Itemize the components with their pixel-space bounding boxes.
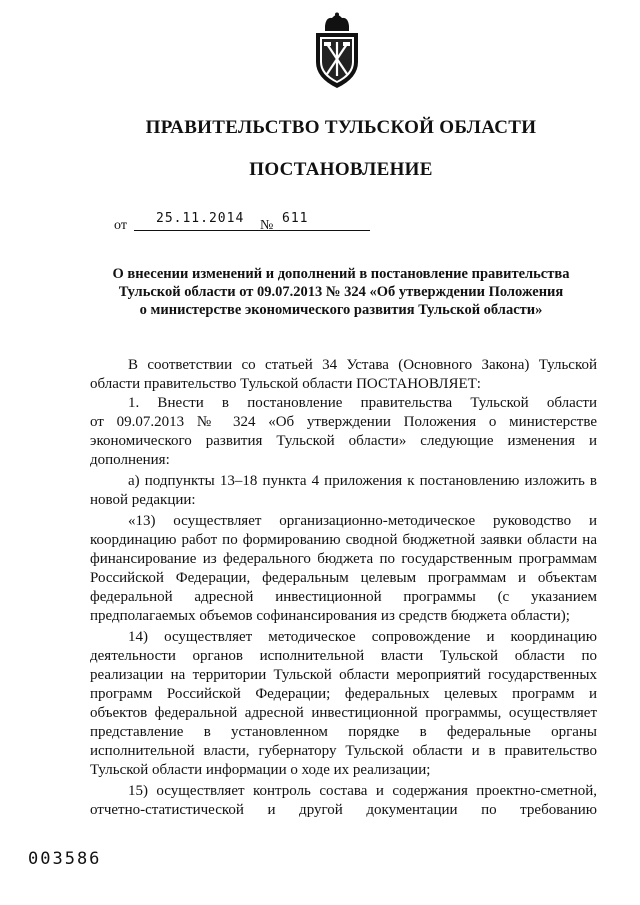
body-line: деятельности органов исполнительной власти Тульской области по	[90, 648, 597, 664]
date-number-line	[114, 206, 414, 232]
body-line: а) подпункты 13–18 пункта 4 приложения к постановлению изложить в	[128, 473, 597, 489]
subject-line: о министерстве экономического развития Тульской области»	[139, 302, 543, 318]
document-serial-stamp: 003586	[28, 849, 102, 869]
subject-line: Тульской области от 09.07.2013 № 324 «Об утверждении Положения	[118, 284, 564, 300]
body-line: объектов федеральной адресной инвестиционной программы, осуществляет	[90, 705, 597, 721]
body-line: координацию работ по формированию сводной бюджетной заявки области на	[90, 532, 597, 548]
body-line: 1. Внести в постановление правительства Тульской области	[128, 395, 597, 411]
body-line: «13) осуществляет организационно-методическое руководство и	[128, 513, 597, 529]
coat-of-arms-emblem	[308, 12, 366, 90]
decree-subject	[90, 265, 592, 319]
government-title: ПРАВИТЕЛЬСТВО ТУЛЬСКОЙ ОБЛАСТИ	[145, 117, 537, 138]
document-number: 611	[282, 211, 309, 226]
document-date: 25.11.2014	[156, 211, 245, 226]
body-line: Российской Федерации, федеральным целевым программам и объектам	[90, 570, 597, 586]
body-line: федеральной адресной инвестиционной программы (с указанием	[90, 589, 597, 605]
body-line: представление в установленном порядке в федеральные органы	[90, 724, 597, 740]
subject-line: О внесении изменений и дополнений в постановление правительства	[112, 266, 570, 282]
body-line: предполагаемых объемов софинансирования из средств бюджета области);	[90, 608, 570, 624]
number-prefix: №	[260, 218, 274, 233]
body-line: новой редакции:	[90, 492, 196, 508]
document-type-title: ПОСТАНОВЛЕНИЕ	[249, 159, 433, 180]
body-line: экономического развития Тульской области» следующие изменения и	[90, 433, 597, 449]
number-underline	[280, 230, 368, 231]
body-line: Тульской области информации о ходе их реализации;	[90, 762, 431, 778]
body-line: исполнительной власти, губернатору Тульской области и в правительство	[90, 743, 597, 759]
body-line: дополнения:	[90, 452, 170, 468]
body-line: области правительство Тульской области ПОСТАНОВЛЯЕТ:	[90, 376, 481, 392]
body-line: от 09.07.2013 № 324 «Об утверждении Положения о министерстве	[90, 414, 597, 430]
body-line: реализации на территории Тульской области мероприятий государственных	[90, 667, 597, 683]
body-line: отчетно-статистической и другой документации по требованию	[90, 802, 597, 818]
body-line: В соответствии со статьей 34 Устава (Основного Закона) Тульской	[128, 357, 597, 373]
body-line: 15) осуществляет контроль состава и содержания проектно-сметной,	[128, 783, 597, 799]
date-prefix: от	[114, 218, 127, 233]
body-line: финансирование из федерального бюджета по государственным программам	[90, 551, 597, 567]
body-line: 14) осуществляет методическое сопровождение и координацию	[128, 629, 597, 645]
body-line: программ Российской Федерации; федеральных целевых программ и	[90, 686, 597, 702]
